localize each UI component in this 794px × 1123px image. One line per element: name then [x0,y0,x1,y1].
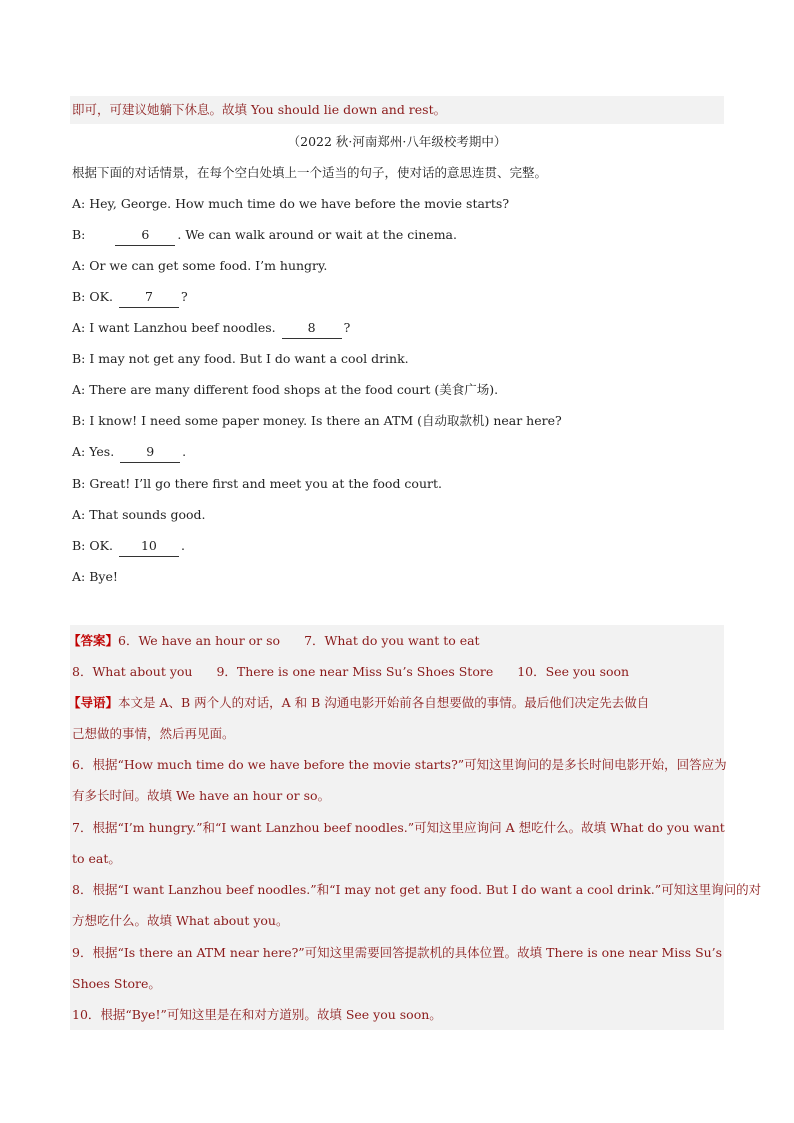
dialogue-line [72,474,442,494]
answer-blank-6: 6 [115,225,175,246]
speaker-label: B: [72,538,86,553]
answer-9: 9．There is one near Miss Su’s Shoes Store [216,664,494,679]
answer-blank-10: 10 [119,536,179,557]
answer-blank-7: 7 [119,287,179,308]
answer-blank-8: 8 [282,318,342,339]
dialogue-line [72,225,457,246]
dialogue-text: OK. [89,289,113,304]
dialogue-text: Or we can get some food. I’m hungry. [89,258,328,273]
guide-text: 本文是 A、B 两个人的对话，A 和 B 沟通电影开始前各自想要做的事情。最后他们决定先去做自 [118,695,650,710]
speaker-label: A: [72,258,86,273]
explanation-line: to eat。 [72,851,121,866]
dialogue-text: That sounds good. [89,507,206,522]
answer-line-1 [68,631,480,651]
answer-6: 6．We have an hour or so [118,633,281,648]
answer-line-2 [72,662,629,682]
dialogue-text: Great! I’ll go there first and meet you at the food court. [89,476,442,491]
explanation-line: 有多长时间。故填 We have an hour or so。 [72,788,331,803]
explanation-line: 9．根据“Is there an ATM near here?”可知这里需要回答提款机的具体位置。故填 There is one near Miss Su’s [72,945,723,960]
answer-10: 10．See you soon [517,664,630,679]
speaker-label: A: [72,444,86,459]
dialogue-line [72,536,185,557]
speaker-label: A: [72,196,86,211]
guide-line-1 [68,693,649,713]
dialogue-line [72,287,188,308]
dialogue-line [72,256,327,276]
speaker-label: B: [72,351,86,366]
dialogue-line [72,505,206,525]
dialogue-text: I know! I need some paper money. Is there an ATM (自动取款机) near here? [89,413,562,428]
question-instruction: 根据下面的对话情景，在每个空白处填上一个适当的句子，使对话的意思连贯、完整。 [72,165,548,180]
speaker-label: A: [72,320,86,335]
dialogue-text: ? [180,289,188,304]
explanation-line: 方想吃什么。故填 What about you。 [72,913,289,928]
dialogue-text: OK. [89,538,113,553]
previous-answer-line: 即可，可建议她躺下休息。故填 You should lie down and rest。 [72,102,447,117]
dialogue-text: Yes. [89,444,115,459]
dialogue-text: . [182,444,187,459]
dialogue-line [72,349,409,369]
dialogue-line [72,567,118,587]
speaker-label: A: [72,507,86,522]
dialogue-text: Hey, George. How much time do we have before the movie starts? [89,196,510,211]
explanation-line: 8．根据“I want Lanzhou beef noodles.”和“I may not get any food. But I do want a cool drink.”可知这里询问的对 [72,882,762,897]
dialogue-text: . We can walk around or wait at the cinema. [177,227,457,242]
explanation-line: 10．根据“Bye!”可知这里是在和对方道别。故填 See you soon。 [72,1007,442,1022]
guide-tag: 【导语】 [68,695,119,710]
dialogue-line [72,442,186,463]
guide-line-2: 己想做的事情，然后再见面。 [72,726,235,741]
dialogue-text: Bye! [89,569,118,584]
dialogue-line [72,411,562,431]
speaker-label: A: [72,382,86,397]
speaker-label: B: [72,289,86,304]
speaker-label: B: [72,413,86,428]
dialogue-line [72,380,498,400]
explanation-line: Shoes Store。 [72,976,161,991]
speaker-label: B: [72,476,86,491]
speaker-label: B: [72,227,86,242]
dialogue-text: . [180,538,185,553]
dialogue-line [72,318,350,339]
answer-8: 8．What about you [72,664,193,679]
dialogue-text: I want Lanzhou beef noodles. [89,320,276,335]
speaker-label: A: [72,569,86,584]
dialogue-line [72,194,509,214]
explanation-line: 6．根据“How much time do we have before the movie starts?”可知这里询问的是多长时间电影开始，回答应为 [72,757,727,772]
answer-tag: 【答案】 [68,633,119,648]
answer-7: 7．What do you want to eat [304,633,480,648]
answer-blank-9: 9 [120,442,180,463]
dialogue-text: ? [343,320,351,335]
question-source: （2022 秋·河南郑州·八年级校考期中） [287,134,507,149]
dialogue-text: There are many different food shops at the food court (美食广场). [89,382,499,397]
explanation-line: 7．根据“I’m hungry.”和“I want Lanzhou beef noodles.”可知这里应询问 A 想吃什么。故填 What do you want [72,820,725,835]
dialogue-text: I may not get any food. But I do want a cool drink. [89,351,409,366]
